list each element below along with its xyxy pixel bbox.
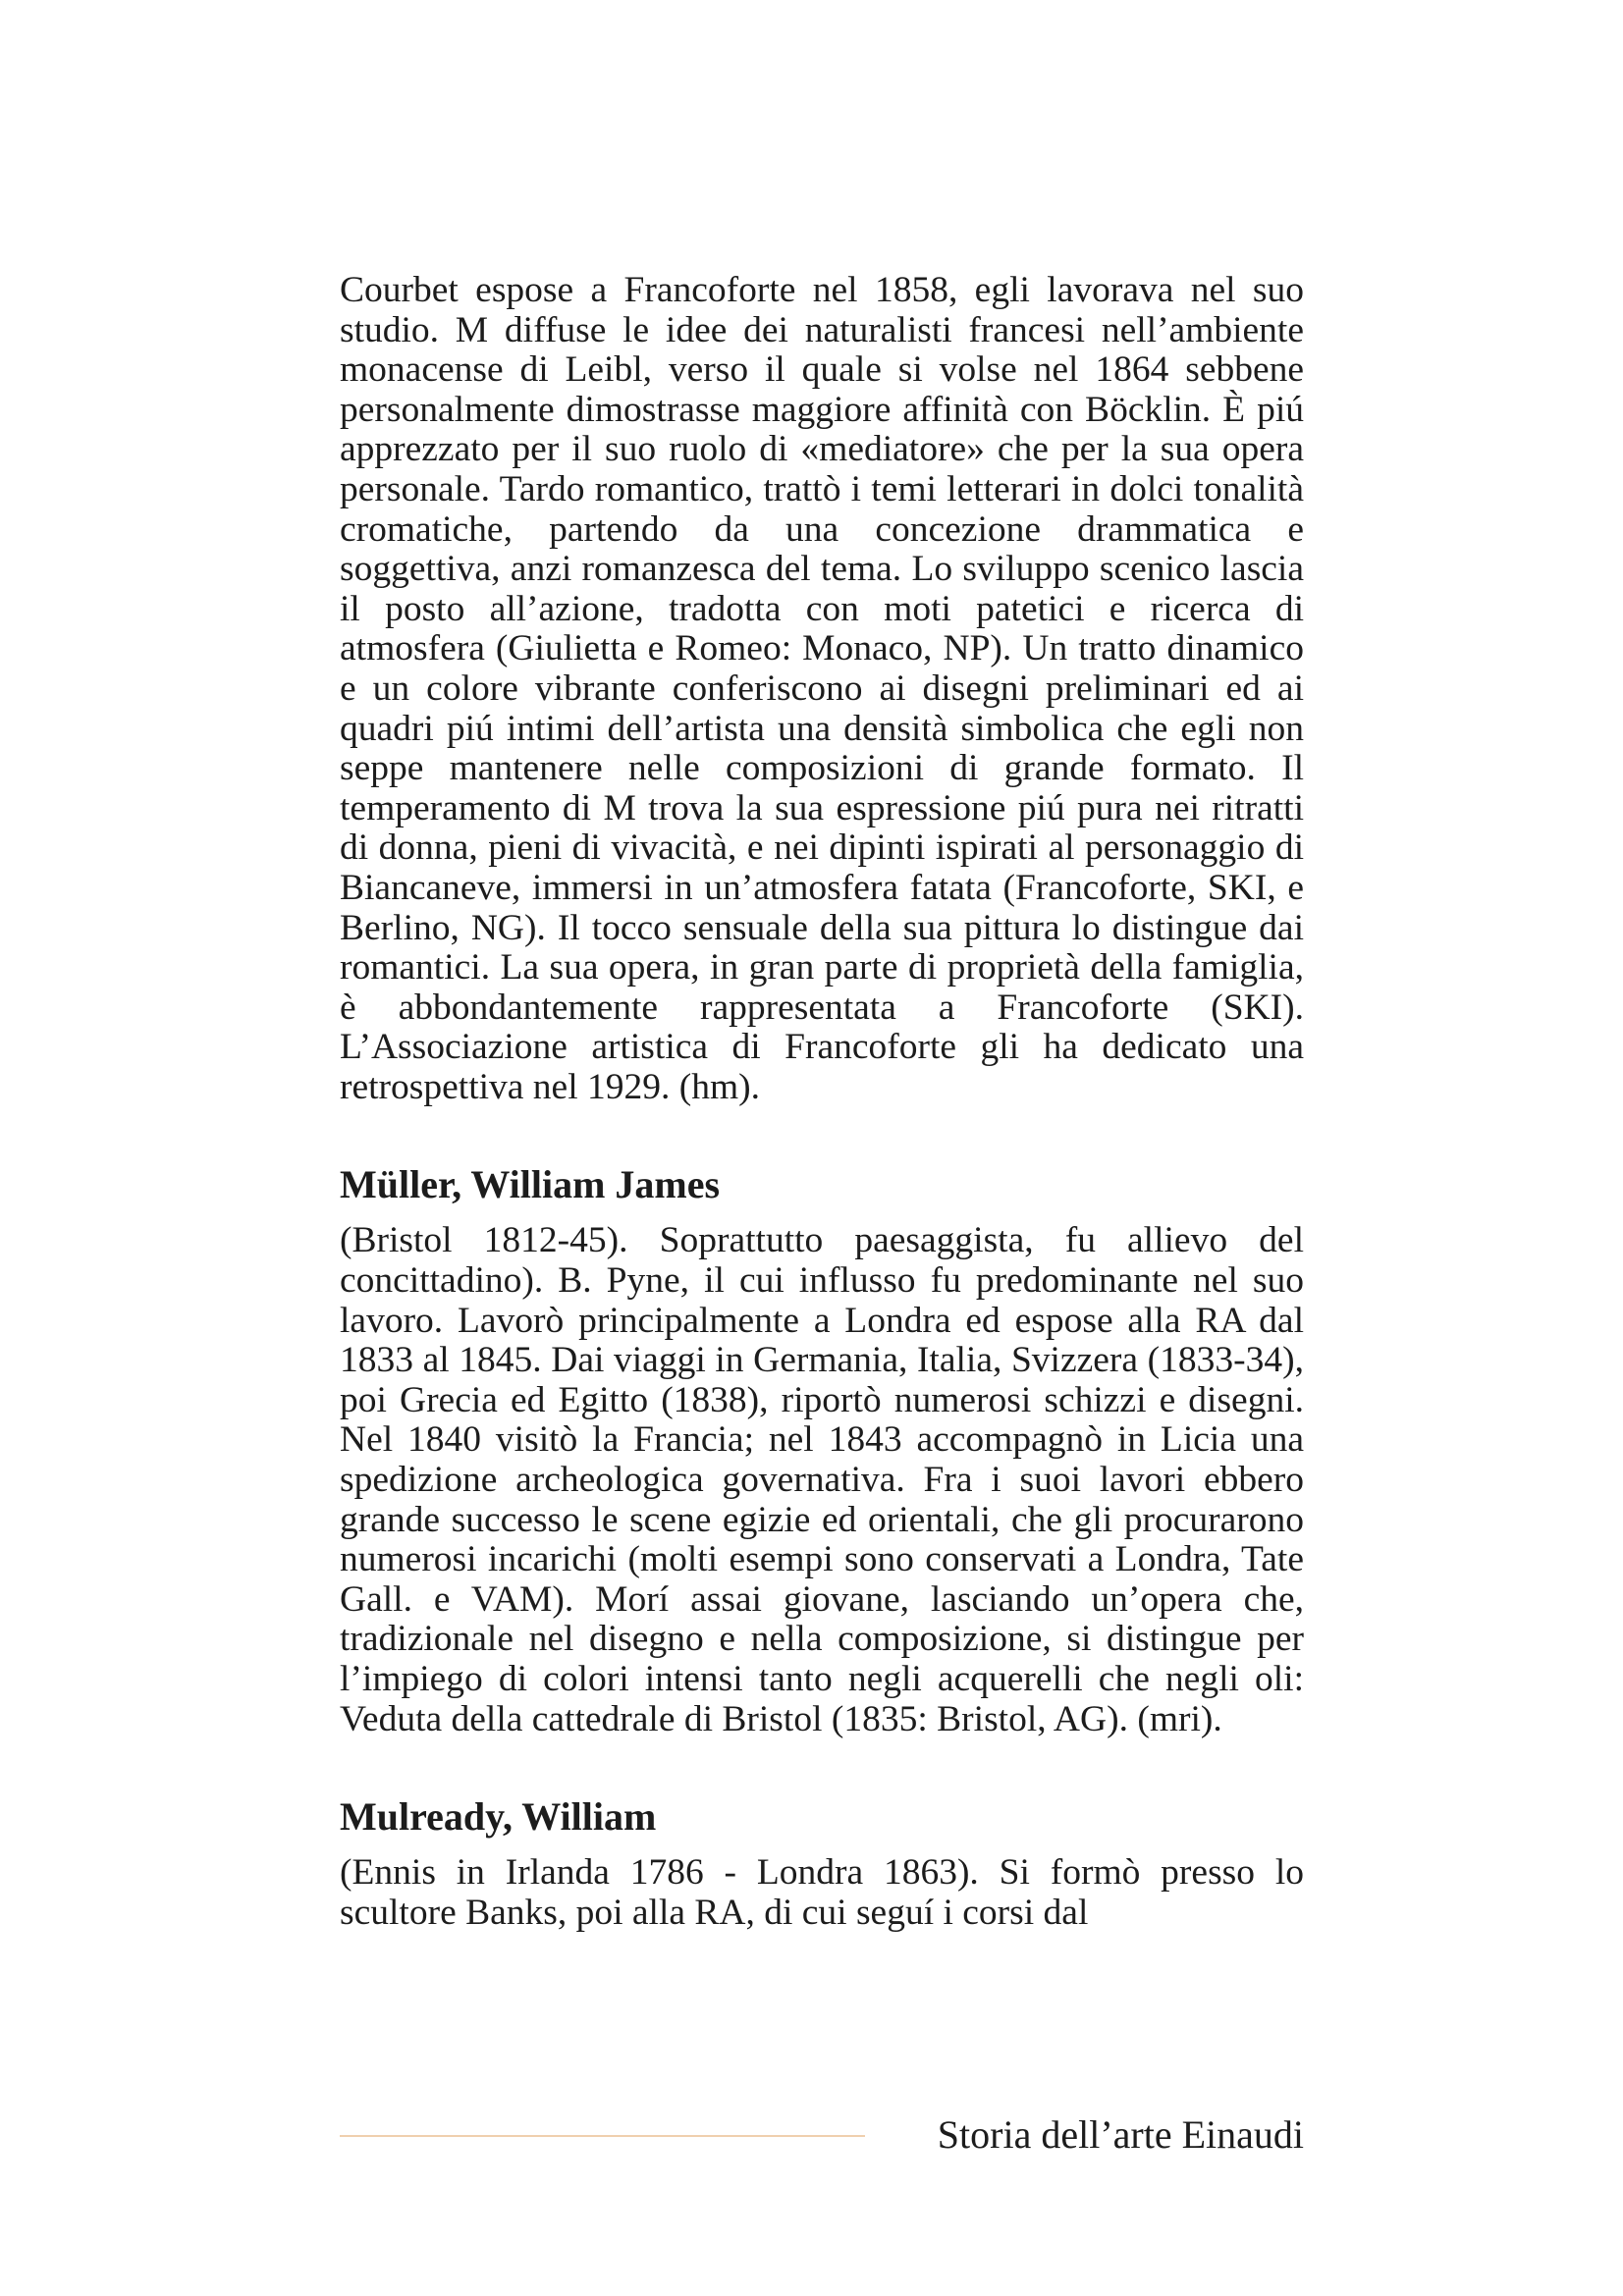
footer-title: Storia dell’arte Einaudi	[937, 2112, 1304, 2157]
entry-continued-text: Courbet espose a Francoforte nel 1858, egli lavorava nel suo studio. M diffuse le idee dei naturalisti francesi nell’ambiente monacense di Leibl, verso il quale si volse nel 1864 sebbene personalmente dimostrasse maggiore affinità con Böcklin. È piú apprezzato per il suo ruolo di «mediatore» che per la sua opera personale. Tardo romantico, trattò i temi letterari in dolci tonalità cromatiche, partendo da una concezione drammatica e soggettiva, anzi romanzesca del tema. Lo sviluppo scenico lascia il posto all’azione, tradotta con moti patetici e ricerca di atmosfera (Giulietta e Romeo: Monaco, NP). Un tratto dinamico e un colore vibrante conferiscono ai disegni preliminari ed ai quadri piú intimi dell’artista una densità simbolica che egli non seppe mantenere nelle composizioni di grande formato. Il temperamento di M trova la sua espressione piú pura nei ritratti di donna, pieni di vivacità, e nei dipinti ispirati al personaggio di Biancaneve, immersi in un’atmosfera fatata (Francoforte, SKI, e Berlino, NG). Il tocco sensuale della sua pittura lo distingue dai romantici. La sua opera, in gran parte di proprietà della famiglia, è abbondantemente rappresentata a Francoforte (SKI). L’Associazione artistica di Francoforte gli ha dedicato una retrospettiva nel 1929. (hm).	[340, 270, 1304, 1107]
entry-text-muller: (Bristol 1812-45). Soprattutto paesaggista, fu allievo del concittadino). B. Pyne, il cui influsso fu predominante nel suo lavoro. Lavorò principalmente a Londra ed espose alla RA dal 1833 al 1845. Dai viaggi in Germania, Italia, Svizzera (1833-34), poi Grecia ed Egitto (1838), riportò numerosi schizzi e disegni. Nel 1840 visitò la Francia; nel 1843 accompagnò in Licia una spedizione archeologica governativa. Fra i suoi lavori ebbero grande successo le scene egizie ed orientali, che gli procurarono numerosi incarichi (molti esempi sono conservati a Londra, Tate Gall. e VAM). Morí assai giovane, lasciando un’opera che, tradizionale nel disegno e nella composizione, si distingue per l’impiego di colori intensi tanto negli acquerelli che negli oli: Veduta della cattedrale di Bristol (1835: Bristol, AG). (mri).	[340, 1220, 1304, 1739]
text-column	[340, 271, 1304, 1933]
page-footer	[340, 2111, 1304, 2161]
entry-text-mulready: (Ennis in Irlanda 1786 - Londra 1863). Si formò presso lo scultore Banks, poi alla RA, di cui seguí i corsi dal	[340, 1852, 1304, 1933]
entry-heading-muller: Müller, William James	[340, 1162, 721, 1207]
footer-rule	[340, 2135, 865, 2137]
entry-heading-mulready: Mulready, William	[340, 1794, 657, 1840]
